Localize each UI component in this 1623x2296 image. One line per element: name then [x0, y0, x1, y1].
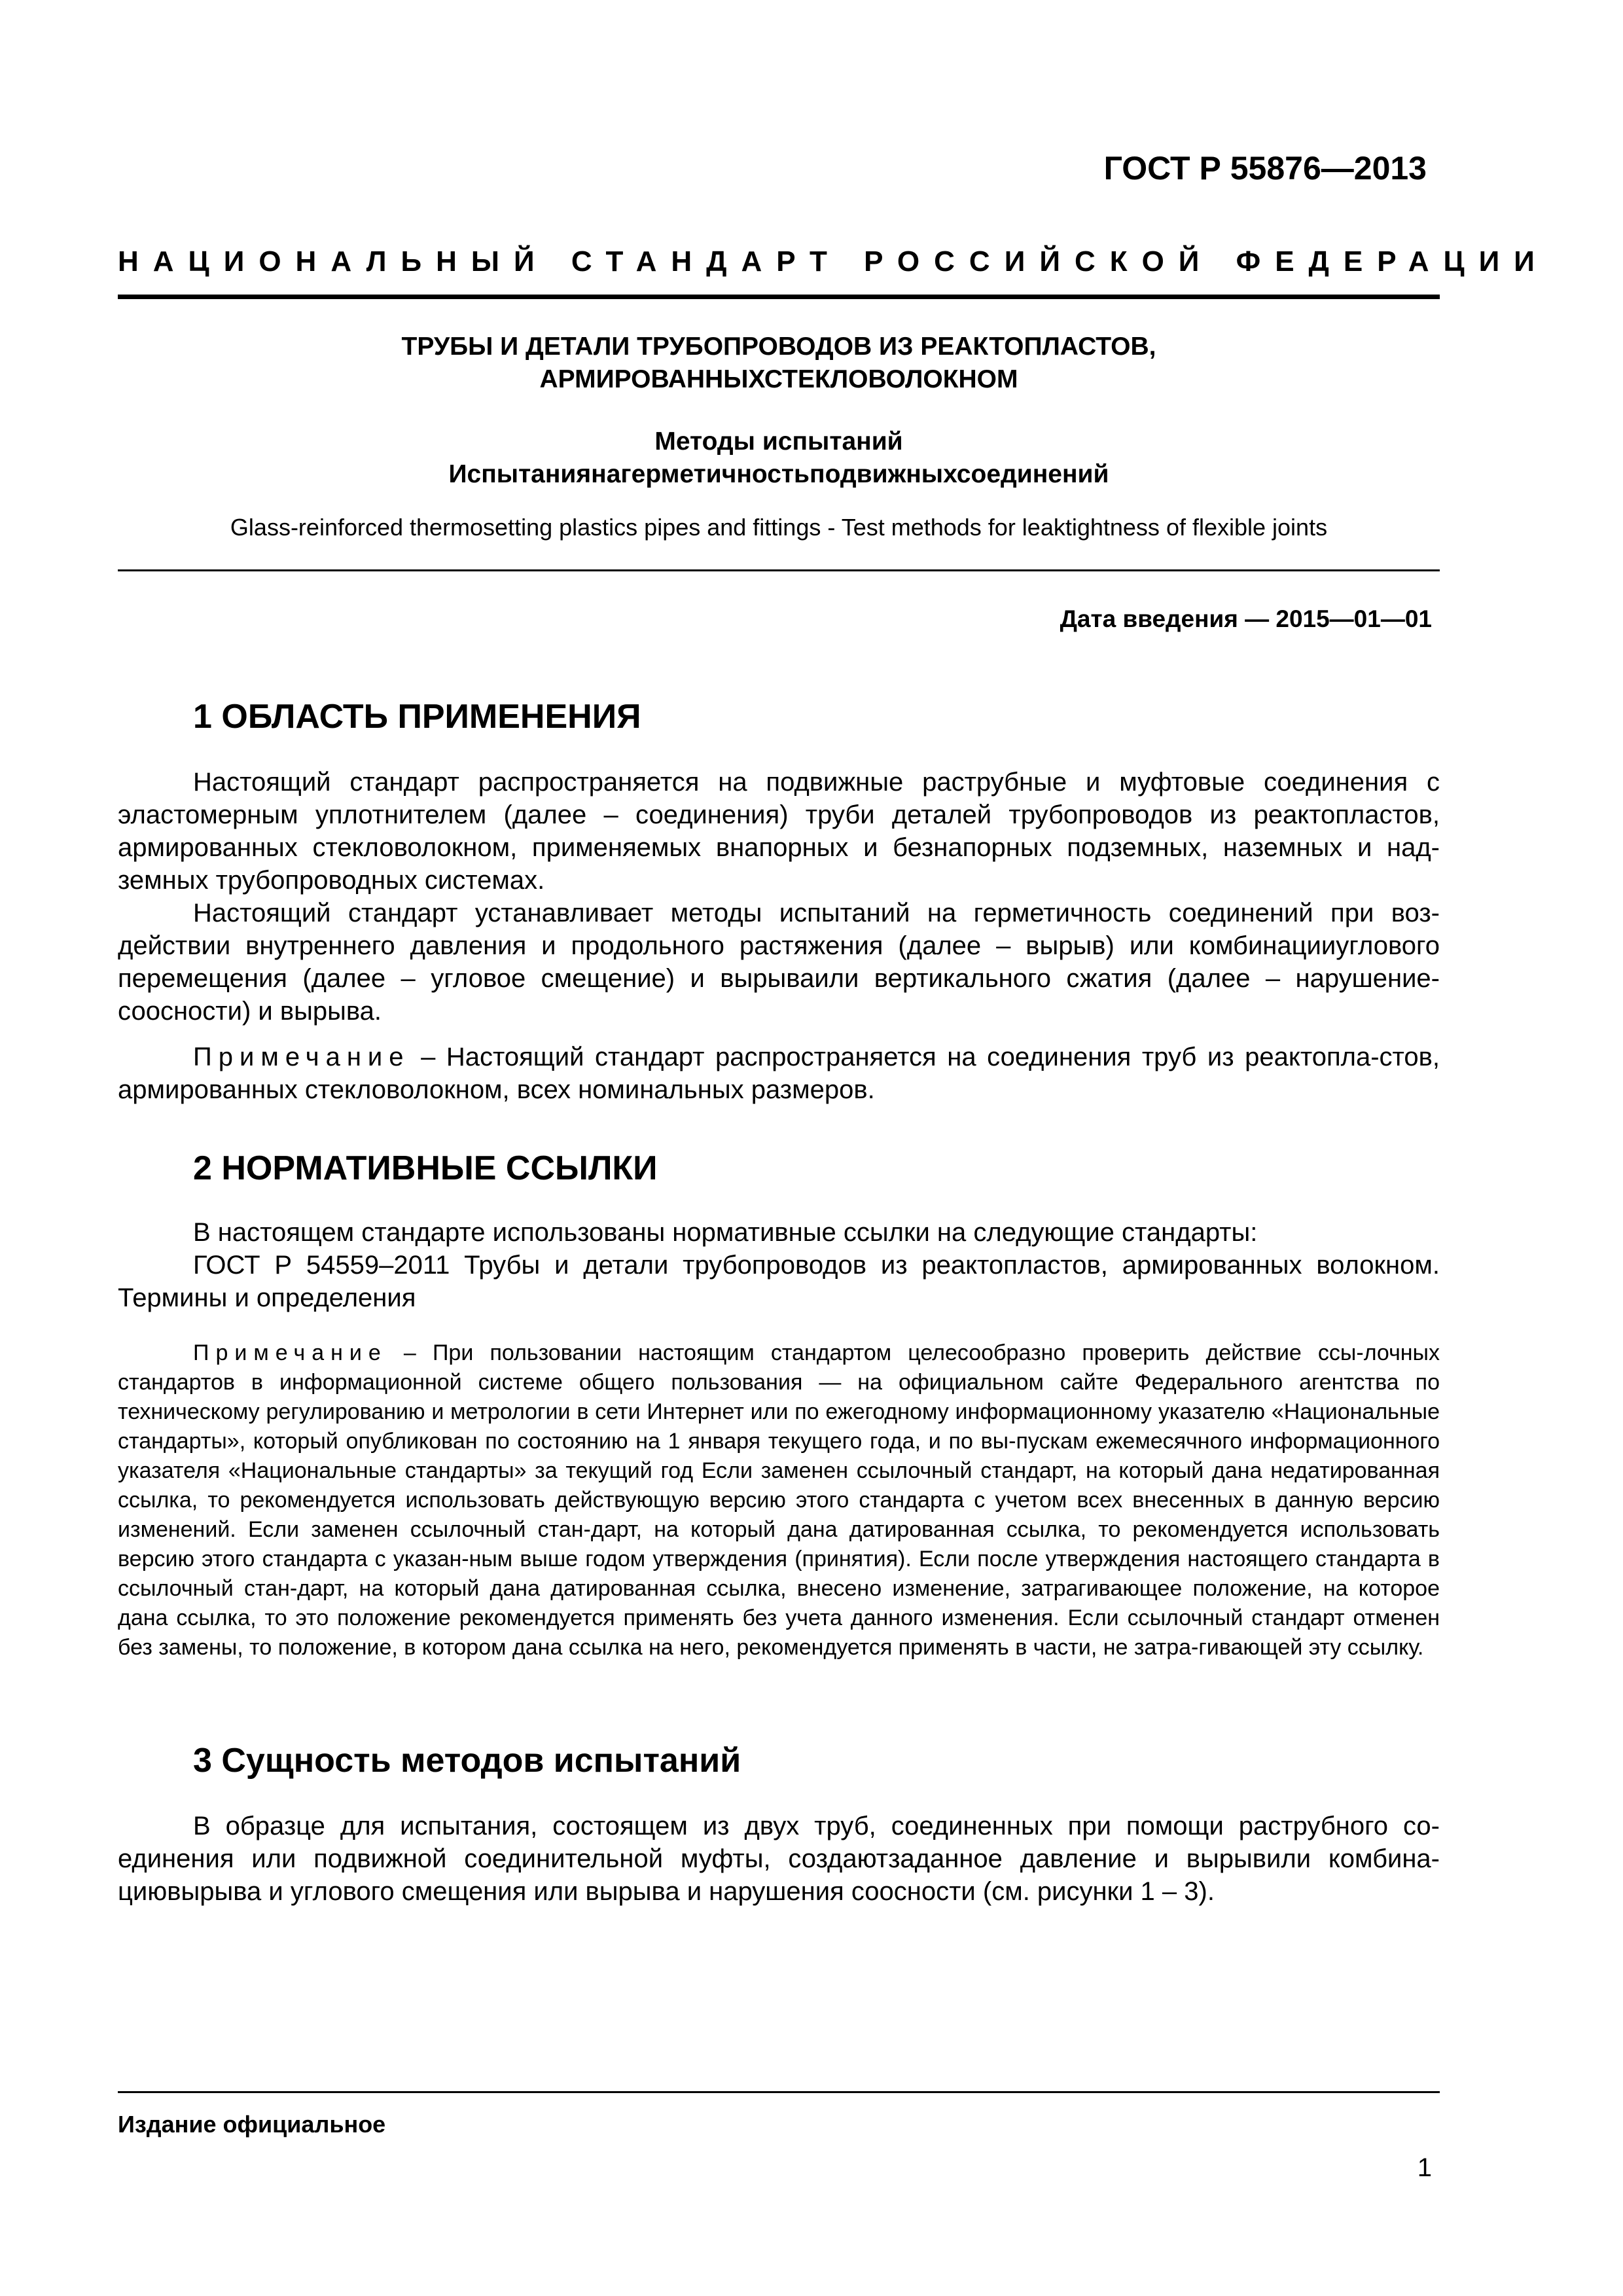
section-2-note-paragraph [118, 1338, 1440, 1662]
section-1-paragraph-1: Настоящий стандарт распространяется на подвижные раструбные и муфтовые соединения с эластомерным уплотнителем (далее – соединения) труби деталей трубопроводов из реактопластов, армированных стекловолокном, применяемых внапорных и безнапорных подземных, наземных и над-земных трубопроводных системах. [118, 768, 1440, 895]
section-1-heading: 1 ОБЛАСТЬ ПРИМЕНЕНИЯ [193, 698, 641, 736]
edition-label: Издание официальное [118, 2111, 386, 2138]
section-1-note [118, 1041, 1440, 1106]
title-rule [118, 569, 1440, 571]
page-number: 1 [1417, 2153, 1432, 2182]
national-standard-title: НАЦИОНАЛЬНЫЙ СТАНДАРТ РОССИЙСКОЙ ФЕДЕРАЦИИ [118, 245, 1549, 278]
standard-id: ГОСТ Р 55876—2013 [1103, 150, 1427, 187]
footer-rule [118, 2091, 1440, 2093]
header-rule [118, 295, 1440, 299]
introduction-date: Дата введения — 2015—01—01 [1060, 605, 1432, 632]
section-1-paragraph-2: Настоящий стандарт устанавливает методы испытаний на герметичность соединений при воз-действии внутреннего давления и продольного растяжения (далее – вырыв) или комбинацииуглового перемещения (далее – угловое смещение) и вырываили вертикального сжатия (далее – нарушение-соосности) и вырыва. [118, 899, 1440, 1026]
note-label: Примечание [193, 1043, 410, 1071]
section-2-paragraph-2: ГОСТ Р 54559–2011 Трубы и детали трубопроводов из реактопластов, армированных волокном. Термины и определения [118, 1251, 1440, 1312]
section-2-note [118, 1338, 1440, 1662]
note-label: Примечание [193, 1340, 387, 1365]
section-3-body [118, 1810, 1440, 1908]
section-3-heading: 3 Сущность методов испытаний [193, 1742, 741, 1780]
subtitle-line-2: Испытаниянагерметичностьподвижныхсоединений [448, 460, 1109, 488]
section-2-paragraph-1: В настоящем стандарте использованы нормативные ссылки на следующие стандарты: [193, 1218, 1258, 1247]
document-subtitle [118, 425, 1440, 491]
section-1-note-paragraph [118, 1041, 1440, 1106]
note-text: – Настоящий стандарт распространяется на соединения труб из реактопла-стов, армированных стекловолокном, всех номинальных размеров. [118, 1043, 1440, 1104]
section-1-body [118, 766, 1440, 1028]
section-2-heading: 2 НОРМАТИВНЫЕ ССЫЛКИ [193, 1149, 658, 1187]
title-line-2: АРМИРОВАННЫХСТЕКЛОВОЛОКНОМ [539, 365, 1018, 393]
section-3-paragraph-1: В образце для испытания, состоящем из двух труб, соединенных при помощи раструбного со-единения или подвижной соединительной муфты, создаютзаданное давление и вырывили комбина-циювырыва и углового смещения или вырыва и нарушения соосности (см. рисунки 1 – 3). [118, 1812, 1440, 1906]
section-2-body [118, 1216, 1440, 1314]
subtitle-line-1: Методы испытаний [654, 427, 903, 456]
note-text: – При пользовании настоящим стандартом целесообразно проверить действие ссы-лочных стандартов в информационной системе общего пользования — на официальном сайте Федерального агентства по техническому регулированию и метрологии в сети Интернет или по ежегодному информационному указателю «Национальные стандарты», который опубликован по состоянию на 1 января текущего года, и по вы-пускам ежемесячного информационного указателя «Национальные стандарты» за текущий год Если заменен ссылочный стандарт, на который дана недатированная ссылка, то рекомендуется использовать действующую версию этого стандарта с учетом всех внесенных в данную версию изменений. Если заменен ссылочный стан-дарт, на который дана датированная ссылка, то рекомендуется использовать версию этого стандарта с указан-ным выше годом утверждения (принятия). Если после утверждения настоящего стандарта в ссылочный стан-дарт, на который дана датированная ссылка, внесено изменение, затрагивающее положение, на которое дана ссылка, то это положение рекомендуется применять без учета данного изменения. Если ссылочный стандарт отменен без замены, то положение, в котором дана ссылка на него, рекомендуется применять в части, не затра-гивающей эту ссылку. [118, 1340, 1440, 1660]
english-title: Glass-reinforced thermosetting plastics pipes and fittings - Test methods for leaktightness of flexible joints [230, 514, 1328, 541]
title-line-1: ТРУБЫ И ДЕТАЛИ ТРУБОПРОВОДОВ ИЗ РЕАКТОПЛАСТОВ, [401, 332, 1156, 361]
document-title [118, 331, 1440, 396]
